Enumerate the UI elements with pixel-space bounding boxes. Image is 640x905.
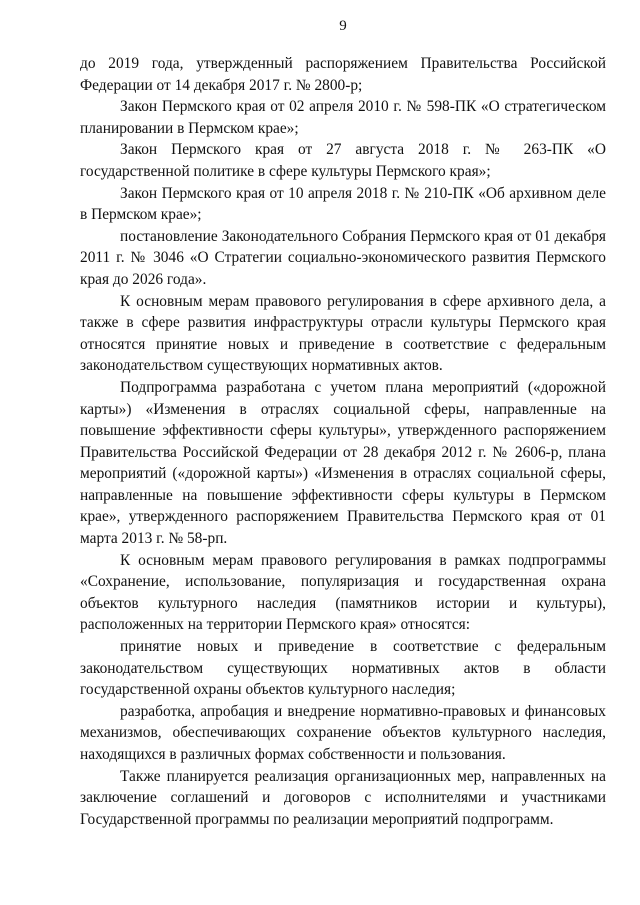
paragraph-6: К основным мерам правового регулирования в сфере архивного дела, а также в сфере развития инфраструктуры отрасли культуры Пермского края относятся принятие новых и приведение в соответствие с федеральным законодательством существующих нормативных актов. [80,292,606,375]
paragraph-5: постановление Законодательного Собрания Пермского края от 01 декабря 2011 г. № 3046 «О Стратегии социально-экономического развития Пермского края до 2026 года». [80,227,606,288]
document-body [80,53,606,830]
paragraph-3: Закон Пермского края от 27 августа 2018 г. № 263-ПК «О государственной политике в сфере культуры Пермского края»; [80,141,606,180]
page-number: 9 [339,18,347,34]
paragraph-11: Также планируется реализация организационных мер, направленных на заключение соглашений и договоров с исполнителями и участниками Государственной программы по реализации мероприятий подпрограмм. [80,767,606,828]
paragraph-4: Закон Пермского края от 10 апреля 2018 г. № 210-ПК «Об архивном деле в Пермском крае»; [80,184,606,224]
paragraph-7: Подпрограмма разработана с учетом плана мероприятий («дорожной карты») «Изменения в отраслях социальной сферы, направленные на повышение эффективности сферы культуры», утвержденного распоряжением Правительства Российской Федерации от 28 декабря 2012 г. № 2606-р, плана мероприятий («дорожной карты») «Изменения в отраслях социальной сферы, направленные на повышение эффективности сферы культуры в Пермском крае», утвержденного распоряжением Правительства Пермского края от 01 марта 2013 г. № 58-рп. [80,378,606,548]
paragraph-2: Закон Пермского края от 02 апреля 2010 г. № 598-ПК «О стратегическом планировании в Пермском крае»; [80,98,606,137]
paragraph-10: разработка, апробация и внедрение нормативно-правовых и финансовых механизмов, обеспечивающих сохранение объектов культурного наследия, находящихся в различных формах собственности и пользования. [80,702,606,763]
paragraph-8: К основным мерам правового регулирования в рамках подпрограммы «Сохранение, использование, популяризация и государственная охрана объектов культурного наследия (памятников истории и культуры), расположенных на территории Пермского края» относятся: [80,551,606,634]
paragraph-9: принятие новых и приведение в соответствие с федеральным законодательством существующих нормативных актов в области государственной охраны объектов культурного наследия; [80,638,606,699]
paragraph-1: до 2019 года, утвержденный распоряжением Правительства Российской Федерации от 14 декабря 2017 г. № 2800-р; [80,55,606,94]
